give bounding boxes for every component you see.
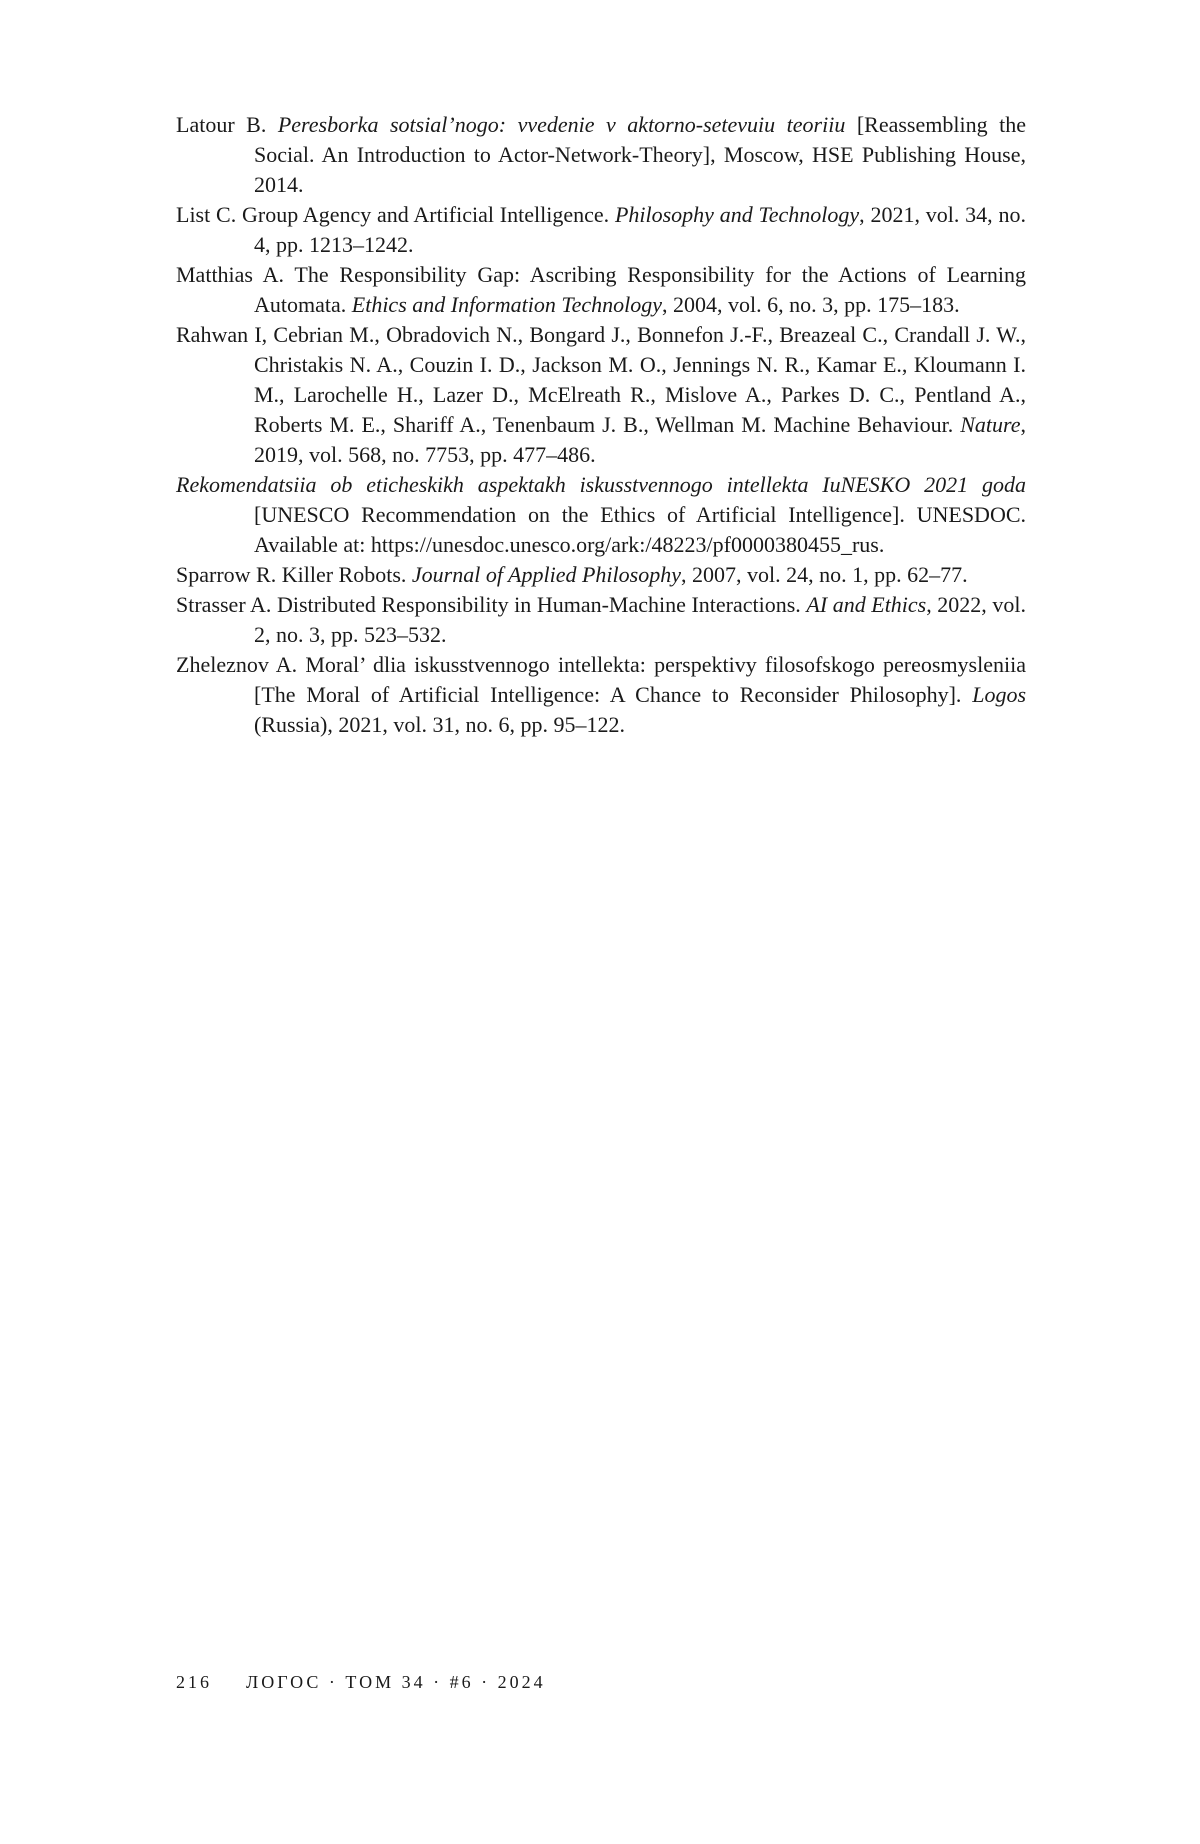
reference-journal: Nature	[960, 412, 1021, 437]
reference-journal: Journal of Applied Philosophy	[411, 562, 681, 587]
reference-entry	[176, 470, 1026, 560]
reference-entry	[176, 560, 1026, 590]
reference-entry	[176, 200, 1026, 260]
reference-journal: AI and Ethics	[806, 592, 927, 617]
reference-text: , 2007, vol. 24, no. 1, pp. 62–77.	[680, 562, 968, 587]
reference-text: [UNESCO Recommendation on the Ethics of Artificial Intelligence]. UNESDOC. Available at: https://unesdoc.unesco.org/ark:/48223/pf0000380455_rus.	[254, 502, 1026, 557]
reference-journal: Logos	[972, 682, 1026, 707]
page-number: 216	[176, 1672, 212, 1692]
reference-entry	[176, 650, 1026, 740]
reference-list	[176, 110, 1026, 740]
reference-journal: Ethics and Information Technology	[351, 292, 662, 317]
reference-entry	[176, 590, 1026, 650]
reference-text: Strasser A. Distributed Responsibility in Human-Machine Interactions.	[176, 592, 807, 617]
reference-text: Rahwan I, Cebrian M., Obradovich N., Bongard J., Bonnefon J.-F., Breazeal C., Crandall J. W., Christakis N. A., Couzin I. D., Jackson M. O., Jennings N. R., Kamar E., Kloumann I. M., Larochelle H., Lazer D., McElreath R., Mislove A., Parkes D. C., Pentland A., Roberts M. E., Shariff A., Tenenbaum J. B., Wellman M. Machine Behaviour.	[176, 322, 1026, 437]
page-footer	[176, 1672, 546, 1693]
reference-text: Latour B.	[176, 112, 278, 137]
reference-entry	[176, 110, 1026, 200]
reference-text: Matthias A. The Responsibility Gap: Ascribing Responsibility for the Actions of Learning Automata.	[176, 262, 1026, 317]
reference-text: List C. Group Agency and Artificial Intelligence.	[176, 202, 615, 227]
reference-journal: Philosophy and Technology	[614, 202, 860, 227]
reference-text: Zheleznov A. Moral’ dlia iskusstvennogo intellekta: perspektivy filosofskogo pereosmysleniia [The Moral of Artificial Intelligence: A Chance to Reconsider Philosophy].	[176, 652, 1026, 707]
reference-text: , 2021, vol. 34, no. 4, pp. 1213–1242.	[254, 202, 1026, 257]
reference-entry	[176, 320, 1026, 470]
reference-title: Rekomendatsiia ob eticheskikh aspektakh iskusstvennogo intellekta IuNESKO 2021 goda	[176, 472, 1026, 497]
reference-title: Peresborka sotsial’nogo: vvedenie v aktorno-setevuiu teoriiu	[277, 112, 846, 137]
reference-text: Sparrow R. Killer Robots.	[176, 562, 412, 587]
reference-text: , 2019, vol. 568, no. 7753, pp. 477–486.	[254, 412, 1026, 467]
reference-text: , 2022, vol. 2, no. 3, pp. 523–532.	[254, 592, 1026, 647]
reference-entry	[176, 260, 1026, 320]
running-title: ЛОГОС · ТОМ 34 · #6 · 2024	[246, 1672, 546, 1692]
reference-text: (Russia), 2021, vol. 31, no. 6, pp. 95–122.	[254, 712, 625, 737]
reference-text: [Reassembling the Social. An Introduction to Actor-Network-Theory], Moscow, HSE Publishing House, 2014.	[254, 112, 1026, 197]
reference-text: , 2004, vol. 6, no. 3, pp. 175–183.	[662, 292, 960, 317]
